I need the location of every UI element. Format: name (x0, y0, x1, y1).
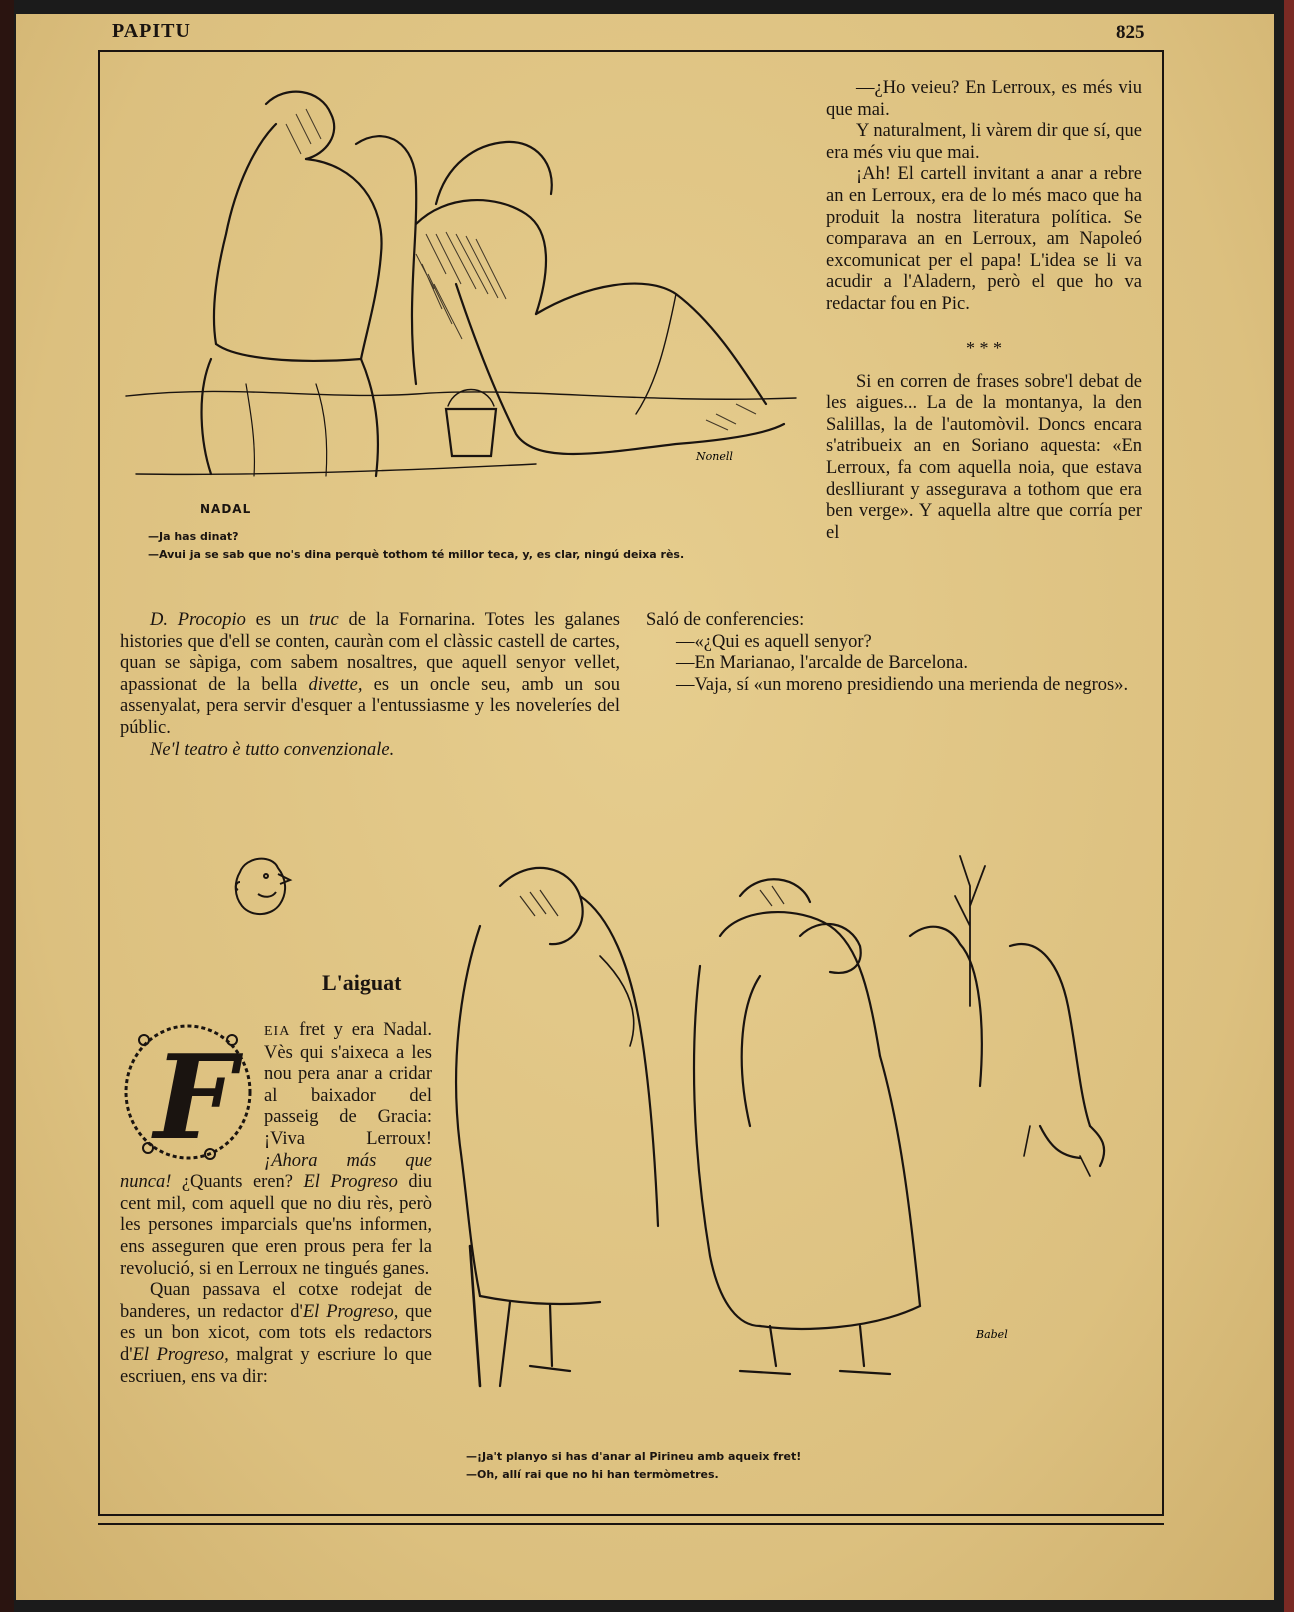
top-right-column (826, 78, 1142, 544)
bottom-rule (98, 1523, 1164, 1525)
paragraph (120, 610, 620, 740)
italic-run: El Progreso (303, 1172, 398, 1193)
decorative-dropcap (120, 1020, 258, 1166)
paragraph: —¿Ho veieu? En Lerroux, es més viu que mai. (826, 78, 1142, 120)
page-edge (1284, 0, 1294, 1612)
page-number: 825 (1116, 22, 1145, 43)
text-run: ¿Quants eren? (171, 1172, 304, 1193)
dialogue-line: —Vaja, sí «un moreno presidiendo una merienda de negros». (676, 674, 1129, 695)
top-illustration-signature: Nonell (696, 450, 733, 463)
text-run: que es un bon xicot, com tots els redactors d' (120, 1301, 433, 1365)
paragraph: Si en corren de frases sobre'l debat de les aigues... La de la montanya, la den Salillas, la de l'automòvil. Doncs encara s'atribueix an en Soriano aquesta: «En Lerroux, fa com aquella noia, que estava deslliurant y assegurava a tothom que era ben verge». Y aquella altre que corría per el (826, 371, 1142, 543)
top-illustration (116, 84, 816, 494)
top-illustration-caption (148, 528, 788, 564)
section-separator: * * * (966, 337, 1002, 358)
dialogue-line: —«¿Qui es aquell senyor? (676, 631, 872, 652)
italic-run: El Progreso, (302, 1301, 399, 1322)
lead-caps: EIA (264, 1024, 291, 1039)
caption-line: —Avui ja se sab que no's dina perquè tothom té millor teca, y, es clar, ningú deixa rès. (148, 548, 685, 561)
caption-line: —Oh, allí rai que no hi han termòmetres. (466, 1468, 719, 1481)
bottom-illustration (440, 826, 1150, 1426)
dialogue-line: —En Marianao, l'arcalde de Barcelona. (676, 653, 968, 674)
conferencies-column (646, 610, 1142, 696)
paragraph: Y naturalment, li vàrem dir que sí, que era més viu que mai. (826, 121, 1142, 163)
text-run: diu cent mil, com aquell que no diu rès, però les persones imparcials que'ns informen, ens asseguren que eren prous pera fer la revolució, si en Lerroux ne tingués ganes. (120, 1172, 432, 1279)
top-illustration-label: NADAL (200, 502, 252, 516)
procopio-column (120, 610, 620, 761)
text-run: fret y era Nadal. Vès qui s'aixeca a les nou pera anar a cridar al baixador del passeig de Gracia: ¡Viva Lerroux! (264, 1020, 432, 1149)
italic-word: truc (308, 610, 339, 630)
book-spine (0, 0, 14, 1612)
article-column (120, 1020, 432, 1388)
italic-title: D. Procopio (150, 610, 246, 630)
bottom-illustration-caption (466, 1448, 896, 1484)
italic-run: El Progreso, (132, 1344, 229, 1365)
article-title: L'aiguat (322, 970, 402, 995)
text-run: de la Fornarina. Totes les galanes histories que d'ell se conten, cauràn com el clàssic castell de cartes, quan se sàpiga, com sabem nosaltres, que aquell senyor vellet, apassionat de la bella (120, 610, 620, 695)
text-run: es un oncle seu, amb un sou assenyalat, pera servir d'esquer a l'entussiasme y les noveleríes del públic. (120, 674, 621, 738)
wreath-icon (120, 1020, 258, 1166)
paragraph (120, 1280, 432, 1388)
italian-quote: Ne'l teatro è tutto convenzionale. (150, 739, 395, 760)
head-doodle (228, 852, 300, 922)
text-run: malgrat y escriure lo que escriuen, ens va dir: (120, 1344, 432, 1387)
text-run: es un (245, 610, 309, 630)
italic-word: divette, (308, 674, 363, 695)
caption-line: —¡Ja't planyo si has d'anar al Pirineu amb aqueix fret! (466, 1450, 802, 1463)
running-header: PAPITU (112, 20, 191, 42)
dropcap-letter: F (154, 1030, 237, 1166)
paragraph: Saló de conferencies: (646, 610, 805, 630)
italic-run: ¡Ahora más que nunca! (120, 1150, 432, 1193)
text-run: Quan passava el cotxe rodejat de banderes, un redactor d' (120, 1280, 432, 1322)
caption-line: —Ja has dinat? (148, 530, 239, 543)
bottom-illustration-signature: Babel (976, 1328, 1008, 1341)
paragraph: ¡Ah! El cartell invitant a anar a rebre an en Lerroux, era de lo més maco que ha produit la nostra literatura política. Se comparava an en Lerroux, am Napoleó excomunicat per el papa! L'idea se li va acudir a l'Aladern, però el que ho va redactar fou en Pic. (826, 164, 1142, 314)
